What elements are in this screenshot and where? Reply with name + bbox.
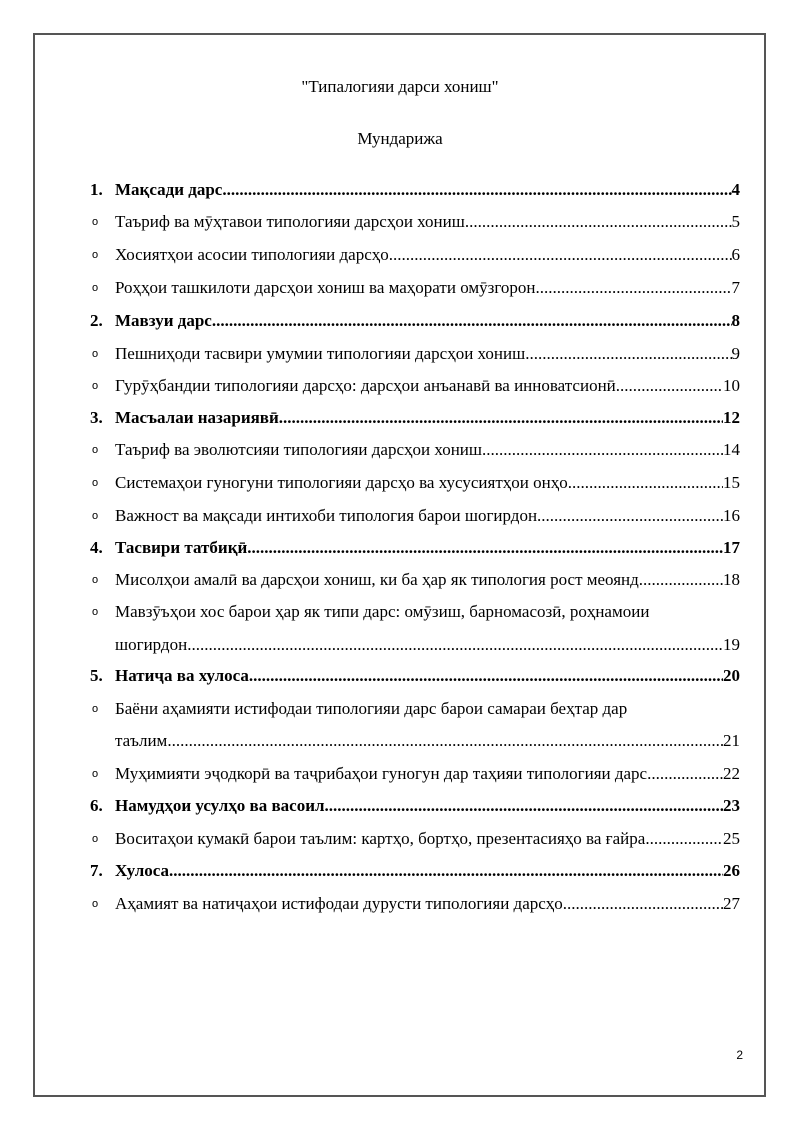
bullet-icon: o bbox=[92, 444, 99, 456]
toc-entry-body bbox=[115, 178, 740, 202]
dot-leader bbox=[249, 664, 723, 688]
dot-leader bbox=[212, 309, 732, 333]
toc-entry-body bbox=[115, 859, 740, 883]
toc-entry-body bbox=[115, 276, 740, 300]
toc-entry-body bbox=[115, 664, 740, 688]
section-number: 1. bbox=[90, 180, 103, 199]
bullet-icon: o bbox=[92, 574, 99, 586]
section-number: 7. bbox=[90, 861, 103, 880]
bullet-icon: o bbox=[92, 768, 99, 780]
dot-leader bbox=[222, 178, 731, 202]
dot-leader bbox=[647, 762, 723, 786]
dot-leader bbox=[389, 243, 732, 267]
section-number: 5. bbox=[90, 666, 103, 685]
toc-page-number: 23 bbox=[723, 796, 740, 815]
toc-entry-body bbox=[115, 309, 740, 333]
toc-entry-body bbox=[115, 600, 740, 624]
toc-page-number: 19 bbox=[723, 635, 740, 654]
toc-entry-title: Мавзуи дарс bbox=[115, 311, 212, 330]
bullet-icon: o bbox=[92, 833, 99, 845]
bullet-icon: o bbox=[92, 380, 99, 392]
toc-page-number: 22 bbox=[723, 764, 740, 783]
toc-entry-body bbox=[115, 762, 740, 786]
toc-entry-title: Аҳамият ва натиҷаҳои истифодаи дурусти типологияи дарсҳо bbox=[115, 894, 563, 913]
page-number: 2 bbox=[736, 1048, 743, 1062]
bullet-icon: o bbox=[92, 249, 99, 261]
toc-entry-title: Таъриф ва эволютсияи типологияи дарсҳои хониш bbox=[115, 440, 482, 459]
dot-leader bbox=[645, 827, 723, 851]
bullet-icon: o bbox=[92, 348, 99, 360]
dot-leader bbox=[482, 438, 723, 462]
bullet-icon: o bbox=[92, 216, 99, 228]
toc-entry-title: Тасвири татбиқӣ bbox=[115, 538, 248, 557]
toc-page-number: 7 bbox=[731, 278, 740, 297]
toc-page-number: 9 bbox=[731, 344, 740, 363]
toc-entry-body bbox=[115, 697, 740, 721]
toc-page-number: 18 bbox=[723, 570, 740, 589]
toc-entry-body bbox=[115, 406, 740, 430]
bullet-icon: o bbox=[92, 477, 99, 489]
dot-leader bbox=[279, 406, 723, 430]
toc-entry-body bbox=[115, 243, 740, 267]
dot-leader bbox=[465, 210, 732, 234]
toc-entry-body bbox=[115, 729, 740, 753]
toc-page-number: 15 bbox=[723, 473, 740, 492]
toc-page-number: 10 bbox=[723, 376, 740, 395]
toc-page-number: 8 bbox=[731, 311, 740, 330]
toc-entry-title: Гурӯҳбандии типологияи дарсҳо: дарсҳои анъанавӣ ва инноватсионӣ bbox=[115, 376, 616, 395]
toc-entry-body bbox=[115, 892, 740, 916]
toc-entry-title: Натиҷа ва хулоса bbox=[115, 666, 249, 685]
toc-entry-body bbox=[115, 504, 740, 528]
toc-entry-body bbox=[115, 827, 740, 851]
toc-page-number: 20 bbox=[723, 666, 740, 685]
toc-entry-title: Хосиятҳои асосии типологияи дарсҳо bbox=[115, 245, 389, 264]
toc-entry-title: шогирдон bbox=[115, 635, 188, 654]
toc-entry-title: Баёни аҳамияти истифодаи типологияи дарс барои самараи беҳтар дар bbox=[115, 699, 628, 718]
section-number: 2. bbox=[90, 311, 103, 330]
bullet-icon: o bbox=[92, 703, 99, 715]
toc-entry-body bbox=[115, 794, 740, 818]
dot-leader bbox=[247, 536, 723, 560]
toc-entry-title: Мақсади дарс bbox=[115, 180, 223, 199]
toc-entry-title: Мавзӯъҳои хос барои ҳар як типи дарс: омӯзиш, барномасозӣ, роҳнамоии bbox=[115, 602, 650, 621]
toc-entry-title: Таъриф ва мӯҳтавои типологияи дарсҳои хониш bbox=[115, 212, 465, 231]
toc-entry-title: Мисолҳои амалӣ ва дарсҳои хониш, ки ба ҳар як типология рост меоянд bbox=[115, 570, 639, 589]
toc-entry-title: Масъалаи назариявӣ bbox=[115, 408, 279, 427]
bullet-icon: o bbox=[92, 898, 99, 910]
toc-entry-body bbox=[115, 374, 740, 398]
toc-page-number: 12 bbox=[723, 408, 740, 427]
dot-leader bbox=[616, 374, 723, 398]
toc-entry-body bbox=[115, 438, 740, 462]
toc-entry-body bbox=[115, 342, 740, 366]
toc-entry-title: таълим bbox=[115, 731, 168, 750]
toc-entry-title: Роҳҳои ташкилоти дарсҳои хониш ва маҳорати омӯзгорон bbox=[115, 278, 536, 297]
toc-entry-title: Хулоса bbox=[115, 861, 169, 880]
toc-entry-title: Муҳимияти эҷодкорӣ ва таҷрибаҳои гуногун дар таҳияи типологияи дарс bbox=[115, 764, 648, 783]
dot-leader bbox=[187, 633, 723, 657]
toc-entry-body bbox=[115, 536, 740, 560]
toc-entry-title: Воситаҳои кумакӣ барои таълим: картҳо, бортҳо, презентасияҳо ва ғайра bbox=[115, 829, 646, 848]
bullet-icon: o bbox=[92, 282, 99, 294]
toc-entry-title: Намудҳои усулҳо ва васоил bbox=[115, 796, 325, 815]
toc-page-number: 6 bbox=[731, 245, 740, 264]
toc-page-number: 26 bbox=[723, 861, 740, 880]
toc-entry-title: Важност ва мақсади интихоби типология барои шогирдон bbox=[115, 506, 538, 525]
toc-page-number: 21 bbox=[723, 731, 740, 750]
dot-leader bbox=[639, 568, 723, 592]
toc-entry-title: Системаҳои гуногуни типологияи дарсҳо ва хусусиятҳои онҳо bbox=[115, 473, 568, 492]
toc-page-number: 27 bbox=[723, 894, 740, 913]
toc-heading: Мундарижа bbox=[357, 129, 443, 148]
toc-entry-body bbox=[115, 471, 740, 495]
dot-leader bbox=[563, 892, 723, 916]
section-number: 6. bbox=[90, 796, 103, 815]
section-number: 3. bbox=[90, 408, 103, 427]
bullet-icon: o bbox=[92, 606, 99, 618]
toc-page-number: 16 bbox=[723, 506, 740, 525]
toc-page-number: 17 bbox=[723, 538, 740, 557]
toc-entry-title: Пешниҳоди тасвири умумии типологияи дарсҳои хониш bbox=[115, 344, 526, 363]
dot-leader bbox=[169, 859, 723, 883]
toc-entry-body bbox=[115, 210, 740, 234]
dot-leader bbox=[525, 342, 731, 366]
bullet-icon: o bbox=[92, 510, 99, 522]
toc-page-number: 25 bbox=[723, 829, 740, 848]
dot-leader bbox=[535, 276, 731, 300]
toc-page-number: 4 bbox=[731, 180, 740, 199]
dot-leader bbox=[568, 471, 723, 495]
document-title: "Типалогияи дарси хониш" bbox=[301, 77, 499, 96]
toc-page-number: 5 bbox=[731, 212, 740, 231]
toc-page-number: 14 bbox=[723, 440, 740, 459]
dot-leader bbox=[537, 504, 723, 528]
dot-leader bbox=[167, 729, 723, 753]
section-number: 4. bbox=[90, 538, 103, 557]
toc-entry-body bbox=[115, 568, 740, 592]
toc-entry-body bbox=[115, 633, 740, 657]
dot-leader bbox=[325, 794, 723, 818]
